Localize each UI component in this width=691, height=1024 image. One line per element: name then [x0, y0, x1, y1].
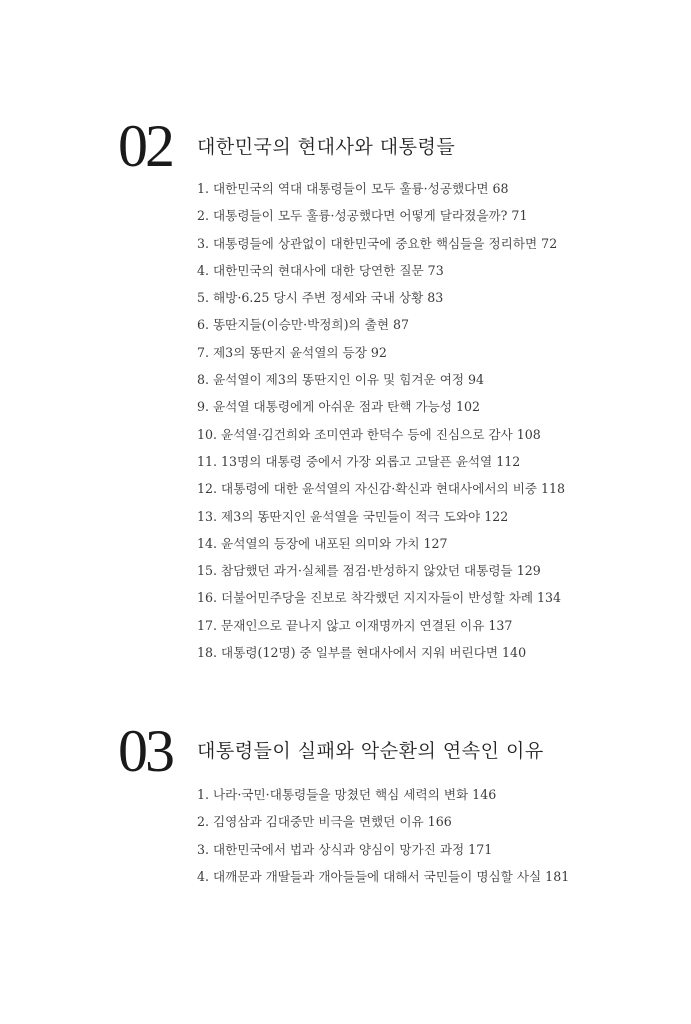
toc-item[interactable]: 6. 똥딴지들(이승만·박정희)의 출현 87	[197, 317, 410, 333]
toc-item[interactable]: 5. 해방·6.25 당시 주변 정세와 국내 상황 83	[197, 290, 444, 306]
toc-list	[197, 786, 569, 895]
toc-item[interactable]: 3. 대한민국에서 법과 상식과 양심이 망가진 과정 171	[197, 841, 493, 857]
chapter-title: 대통령들이 실패와 악순환의 연속인 이유	[197, 740, 544, 762]
toc-item[interactable]: 15. 참담했던 과거·실체를 점검·반성하지 않았던 대통령들 129	[197, 563, 541, 579]
toc-list	[197, 180, 565, 671]
toc-item[interactable]: 1. 나라·국민·대통령들을 망쳤던 핵심 세력의 변화 146	[197, 787, 497, 802]
toc-item[interactable]: 14. 윤석열의 등장에 내포된 의미와 가치 127	[197, 535, 448, 551]
chapter-number: 03	[118, 718, 172, 784]
toc-item[interactable]: 18. 대통령(12명) 중 일부를 현대사에서 지워 버린다면 140	[197, 645, 527, 661]
chapter-title: 대한민국의 현대사와 대통령들	[197, 136, 456, 158]
toc-item[interactable]: 13. 제3의 똥딴지인 윤석열을 국민들이 적극 도와야 122	[197, 508, 509, 524]
toc-item[interactable]: 2. 김영삼과 김대중만 비극을 면했던 이유 166	[197, 814, 452, 830]
toc-item[interactable]: 16. 더불어민주당을 진보로 착각했던 지지자들이 반성할 차례 134	[197, 590, 562, 606]
toc-item[interactable]: 17. 문재인으로 끝나지 않고 이재명까지 연결된 이유 137	[197, 617, 513, 633]
toc-item[interactable]: 12. 대통령에 대한 윤석열의 자신감·확신과 현대사에서의 비중 118	[197, 481, 566, 497]
toc-item[interactable]: 11. 13명의 대통령 중에서 가장 외롭고 고달픈 윤석열 112	[197, 453, 521, 469]
toc-item[interactable]: 2. 대통령들이 모두 훌륭·성공했다면 어떻게 달라졌을까? 71	[197, 208, 528, 224]
toc-item[interactable]: 10. 윤석열·김건희와 조미연과 한덕수 등에 진심으로 감사 108	[197, 426, 541, 442]
toc-item[interactable]: 4. 대한민국의 현대사에 대한 당연한 질문 73	[197, 262, 444, 278]
toc-item[interactable]: 4. 대깨문과 개딸들과 개아들들에 대해서 국민들이 명심할 사실 181	[197, 868, 570, 884]
toc-item[interactable]: 3. 대통령들에 상관없이 대한민국에 중요한 핵심들을 정리하면 72	[197, 235, 558, 251]
chapter-number: 02	[118, 113, 172, 179]
toc-item[interactable]: 9. 윤석열 대통령에게 아쉬운 점과 탄핵 가능성 102	[197, 399, 481, 415]
toc-item[interactable]: 8. 윤석열이 제3의 똥딴지인 이유 및 힘겨운 여정 94	[197, 372, 485, 388]
toc-item[interactable]: 1. 대한민국의 역대 대통령들이 모두 훌륭·성공했다면 68	[197, 181, 509, 196]
toc-item[interactable]: 7. 제3의 똥딴지 윤석열의 등장 92	[197, 344, 387, 360]
